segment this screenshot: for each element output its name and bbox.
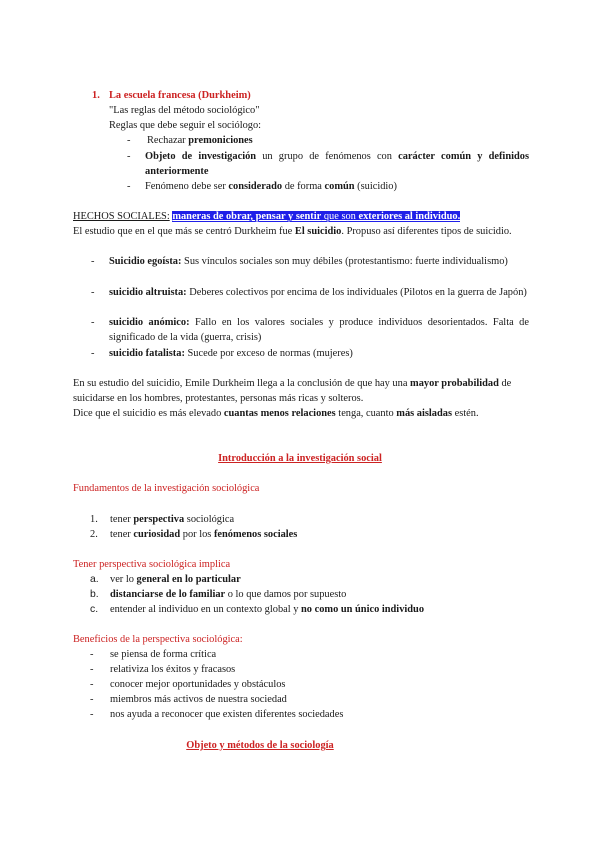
beneficios-heading: Beneficios de la perspectiva sociológica:	[73, 634, 243, 645]
rules-intro: Reglas que debe seguir el sociólogo:	[109, 120, 262, 131]
suicide-type: - suicidio fatalista: Sucede por exceso de normas (mujeres)	[91, 348, 353, 359]
page-title: Introducción a la investigación social	[218, 453, 382, 464]
section-title: Objeto y métodos de la sociología	[186, 740, 334, 751]
suicidio-intro: El estudio que en el que más se centró Durkheim fue El suicidio. Propuso así diferentes tipos de suicidio.	[73, 226, 512, 237]
perspectiva-heading: Tener perspectiva sociológica implica	[73, 559, 231, 570]
section-number: 1.	[92, 90, 100, 101]
hechos-label: HECHOS SOCIALES:	[73, 211, 170, 222]
rule-item: - Objeto de investigación un grupo de fenómenos con carácter común y definidos anteriormente	[127, 151, 529, 178]
rule-item: - Fenómeno debe ser considerado de forma común (suicidio)	[127, 181, 397, 192]
conclusion-paragraph: En su estudio del suicidio, Emile Durkheim llega a la conclusión de que hay una mayor probabilidad de suicidarse en los hombres, protestantes, personas más ricas y solteros. Dice que el suicidio es más elevado cuantas menos relaciones tenga, cuanto más aisladas estén.	[73, 378, 512, 420]
document-page: 1. La escuela francesa (Durkheim) "Las reglas del método sociológico" Reglas que debe seguir el sociólogo: - Rechazar premoniciones - Objeto de investigación un grupo de fenómenos con carácter común y definidos anteriormente - Fenómeno debe ser considerado de forma común (suicidio) HECHOS SOCIALES: maneras de obrar, pensar y sentir que son exteriores al individuo. El estudio que en el que más se centró Durkheim fue El suicidio. Propuso así diferentes tipos de suicidio. - Suicidio egoísta: Sus vínculos sociales son muy débiles (protestantismo: fuerte individualismo) - suicidio altruista: Deberes colectivos por encima de los individuales (Pilotos en la guerra de Japón) - suicidio anómico: Fallo en los valores sociales y produce individuos desorientados. Falta de significado de la vida (guerra, crisis) - suicidio fatalista: Sucede por exceso de normas (mujeres) En su estudio del suicidio, Emile Durkheim llega a la conclusión de que hay una mayor probabilidad de suicidarse en los hombres, protestantes, personas más ricas y solteros. Dice que el suicidio es más elevado cuantas menos relaciones tenga, cuanto más aisladas estén. Introducción a la investigación social Fundamentos de la investigación sociológica 1. tener perspectiva sociológica 2. tener curiosidad por los fenómenos sociales Tener perspectiva sociológica implica a. ver lo general en lo particular b. distanciarse de lo familiar o lo que damos por supuesto c. entender al individuo en un contexto global y no como un único individuo Beneficios de la perspectiva sociológica: - se piensa de forma crítica - relativiza los éxitos y fracasos - conocer mejor oportunidades y obstáculos - miembros más activos de nuestra sociedad - nos ayuda a reconocer que existen diferentes sociedades Objeto y métodos de la sociología	[0, 0, 600, 848]
section-title: La escuela francesa (Durkheim)	[109, 90, 251, 101]
suicide-type: - suicidio altruista: Deberes colectivos por encima de los individuales (Pilotos en la guerra de Japón)	[91, 287, 527, 298]
fundamentos-heading: Fundamentos de la investigación sociológica	[73, 483, 260, 494]
hechos-sociales-line: HECHOS SOCIALES: maneras de obrar, pensar y sentir que son exteriores al individuo.	[73, 211, 461, 222]
suicide-type: - Suicidio egoísta: Sus vínculos sociales son muy débiles (protestantismo: fuerte individualismo)	[91, 256, 508, 267]
suicide-type: - suicidio anómico: Fallo en los valores sociales y produce individuos desorientados. Falta de significado de la vida (guerra, crisis)	[91, 317, 529, 344]
book-title: "Las reglas del método sociológico"	[109, 105, 260, 116]
